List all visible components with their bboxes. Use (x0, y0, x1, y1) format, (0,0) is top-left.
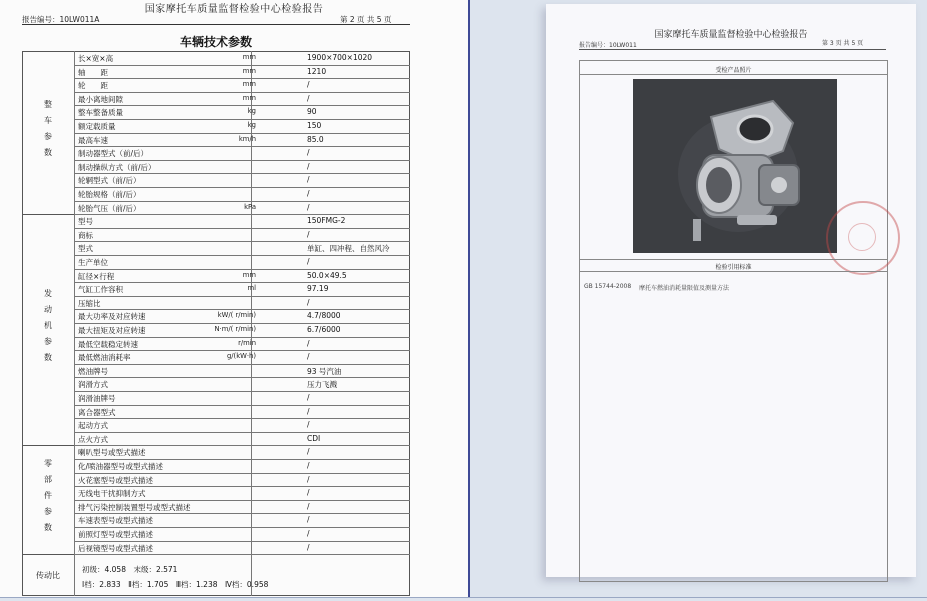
parameter-name: 无线电干扰抑制方式 (78, 489, 146, 499)
parameter-name: 燃油牌号 (78, 366, 108, 376)
parameter-name: 点火方式 (78, 434, 108, 444)
table-row (74, 377, 410, 392)
table-row (74, 173, 410, 188)
table-row (74, 282, 410, 297)
parameter-unit: mm (242, 93, 256, 102)
section-group (22, 214, 74, 446)
parameter-name: 润滑方式 (78, 380, 108, 390)
header-rule (22, 24, 410, 25)
divider (580, 259, 887, 260)
report-number: 报告编号：10LW011 (579, 42, 637, 49)
parameter-name: 最大扭矩及对应转速 (78, 326, 146, 335)
section-label-char: 参 (44, 506, 52, 516)
parameter-value: / (307, 229, 310, 239)
table-row (74, 391, 410, 406)
parameter-value: / (307, 474, 310, 484)
viewer-bottom-rule (0, 597, 927, 598)
parameter-value: 4.7/8000 (307, 311, 341, 321)
parameter-value: / (307, 542, 310, 552)
table-row (74, 187, 410, 202)
parameter-value: / (307, 93, 310, 103)
section-label-char: 数 (44, 147, 52, 157)
parameter-value: / (307, 161, 310, 171)
table-row (74, 350, 410, 365)
parameter-value: 1210 (307, 66, 327, 76)
parameter-unit: kg (247, 121, 256, 129)
parameter-unit: mm (242, 53, 256, 61)
parameter-value: CDI (307, 433, 321, 443)
divider (580, 271, 887, 272)
table-row (74, 105, 410, 120)
parameter-value: / (307, 175, 310, 185)
table-row (74, 459, 410, 474)
parameter-name: 轴 距 (78, 67, 108, 77)
table-row (74, 214, 410, 229)
parameter-unit: g/(kW·h) (226, 352, 256, 361)
parameter-unit: km/h (238, 134, 256, 143)
parameter-name: 喇叭型号或型式描述 (78, 448, 146, 458)
section-group (22, 445, 74, 555)
parameter-name: 车速表型号或型式描述 (78, 516, 153, 526)
parameter-name: 起动方式 (78, 421, 108, 431)
report-header-title: 国家摩托车质量监督检验中心检验报告 (654, 30, 808, 40)
table-row (74, 51, 410, 66)
section-label (22, 97, 74, 161)
parameter-value: / (307, 393, 310, 402)
parameter-name: 制动器型式（前/后） (78, 149, 149, 159)
parameter-name: 最小离地间隙 (78, 94, 123, 104)
vehicle-parameter-table (22, 51, 410, 596)
section-group (22, 51, 74, 215)
standard-name: 摩托车燃油消耗量限值及测量方法 (639, 285, 730, 292)
parameter-value: 6.7/6000 (307, 325, 341, 334)
table-row (74, 65, 410, 80)
table-row (74, 323, 410, 338)
table-row (74, 201, 410, 216)
parameter-value: / (307, 148, 310, 158)
parameter-unit: ml (247, 284, 256, 293)
table-row (74, 228, 410, 243)
divider (580, 74, 887, 75)
parameter-value: 90 (307, 107, 317, 117)
table-row (74, 405, 410, 420)
parameter-value: / (307, 202, 310, 212)
photo-section-title: 受检产品照片 (715, 67, 752, 74)
table-row (74, 119, 410, 134)
table-row (74, 513, 410, 528)
parameter-unit: kPa (244, 202, 256, 211)
parameter-name: 化/喷油器型号或型式描述 (78, 462, 164, 471)
table-row (74, 432, 410, 447)
parameter-name: 型式 (78, 244, 93, 254)
section-label-char: 数 (44, 352, 52, 362)
table-title: 车辆技术参数 (179, 35, 252, 49)
table-row (74, 500, 410, 515)
section-label-char: 数 (44, 522, 52, 532)
table-row (74, 527, 410, 542)
parameter-value: / (307, 352, 310, 362)
table-row (74, 133, 410, 148)
parameter-value: / (307, 80, 310, 90)
table-row (74, 296, 410, 311)
section-label-char: 车 (44, 115, 52, 125)
table-row (74, 445, 410, 460)
table-row (74, 160, 410, 175)
report-header-title: 国家摩托车质量监督检验中心检验报告 (144, 4, 324, 15)
parameter-name: 压缩比 (78, 298, 101, 308)
parameter-value: / (307, 420, 310, 430)
parameter-value: / (307, 406, 310, 416)
parameter-name: 轮胎规格（前/后） (78, 190, 141, 199)
parameter-unit: r/min (238, 338, 256, 347)
table-row (74, 78, 410, 93)
parameter-name: 生产单位 (78, 258, 108, 267)
parameter-value: / (307, 461, 310, 470)
report-number: 报告编号：10LW011A (22, 15, 100, 24)
parameter-value: 85.0 (307, 134, 324, 144)
parameter-name: 离合器型式 (78, 407, 116, 417)
parameter-value: / (307, 447, 310, 457)
parameter-name: 商标 (78, 230, 93, 240)
parameter-name: 排气污染控制装置型号或型式描述 (78, 502, 191, 512)
parameter-value: 50.0×49.5 (307, 270, 347, 280)
section-label-char: 参 (44, 131, 52, 141)
table-row (74, 337, 410, 352)
section-label-char: 零 (44, 458, 52, 468)
section-label-char: 动 (44, 304, 52, 314)
page-indicator: 第 2 页 共 5 页 (340, 15, 392, 24)
parameter-name: 轮辋型式（前/后） (78, 176, 141, 186)
parameter-value: 1900×700×1020 (307, 53, 373, 62)
parameter-name: 整车整备质量 (78, 108, 123, 118)
parameter-name: 润滑油牌号 (78, 394, 116, 403)
parameter-value: / (307, 257, 310, 266)
parameter-name: 额定载质量 (78, 122, 116, 131)
parameter-value: / (307, 297, 310, 307)
parameter-name: 最高车速 (78, 135, 108, 145)
transmission-gear-ratios: Ⅰ档：2.833 Ⅱ档：1.705 Ⅲ档：1.238 Ⅳ档：0.958 (82, 580, 269, 590)
header-rule (579, 49, 886, 50)
photo-standard-box (579, 60, 888, 582)
section-label-char: 整 (44, 99, 52, 109)
table-row (74, 241, 410, 256)
table-row (74, 486, 410, 501)
standard-section-title: 检验引用标准 (715, 264, 752, 271)
table-row (74, 473, 410, 488)
table-row (74, 364, 410, 379)
table-row (74, 92, 410, 107)
transmission-ratio-block (22, 554, 410, 596)
parameter-value: / (307, 338, 310, 348)
section-label-char: 部 (44, 474, 52, 484)
parameter-unit: mm (242, 270, 256, 279)
parameter-name: 轮胎气压（前/后） (78, 203, 141, 213)
parameter-name: 最大功率及对应转速 (78, 312, 146, 322)
parameter-name: 长×宽×高 (78, 54, 114, 63)
parameter-name: 火花塞型号或型式描述 (78, 475, 153, 485)
parameter-unit: kW/( r/min) (217, 311, 256, 320)
parameter-name: 气缸工作容积 (78, 285, 123, 295)
parameter-name: 后视镜型号或型式描述 (78, 543, 153, 553)
report-page-3 (546, 4, 916, 577)
table-row (74, 309, 410, 324)
parameter-unit: kg (247, 107, 256, 116)
parameter-value: 150 (307, 121, 322, 130)
parameter-name: 最低空载稳定转速 (78, 339, 138, 349)
table-row (74, 418, 410, 433)
parameter-value: 93 号汽油 (307, 366, 342, 376)
parameter-value: 150FMG-2 (307, 216, 346, 226)
standard-code: GB 15744-2008 (584, 283, 632, 290)
page-indicator: 第 3 页 共 5 页 (822, 40, 864, 47)
table-row (74, 269, 410, 284)
parameter-value: / (307, 529, 310, 538)
parameter-name: 型号 (78, 217, 93, 227)
table-row (74, 255, 410, 270)
parameter-value: / (307, 515, 310, 525)
parameter-unit: mm (242, 66, 256, 75)
transmission-label: 传动比 (36, 571, 60, 581)
table-row (74, 541, 410, 556)
transmission-primary-final: 初级：4.058 末级：2.571 (82, 565, 178, 575)
parameter-value: 单缸、四冲程、自然风冷 (307, 244, 390, 254)
parameter-name: 制动操纵方式（前/后） (78, 162, 156, 172)
throttle-body-image (633, 79, 837, 253)
parameter-name: 缸径×行程 (78, 271, 115, 281)
parameter-value: 压力飞溅 (307, 380, 337, 390)
product-photo (633, 79, 837, 253)
section-label (22, 456, 74, 536)
parameter-value: / (307, 501, 310, 511)
section-label (22, 286, 74, 366)
section-label-char: 参 (44, 336, 52, 346)
section-label-char: 件 (44, 490, 52, 500)
section-label-char: 机 (44, 320, 52, 330)
parameter-unit: N·m/( r/min) (214, 325, 256, 333)
parameter-value: 97.19 (307, 284, 329, 294)
parameter-name: 轮 距 (78, 81, 108, 91)
parameter-name: 最低燃油消耗率 (78, 353, 131, 363)
parameter-name: 前照灯型号或型式描述 (78, 530, 153, 539)
parameter-value: / (307, 488, 310, 498)
table-row (74, 146, 410, 161)
parameter-value: / (307, 189, 310, 198)
parameter-unit: mm (242, 80, 256, 89)
section-label-char: 发 (44, 288, 52, 298)
